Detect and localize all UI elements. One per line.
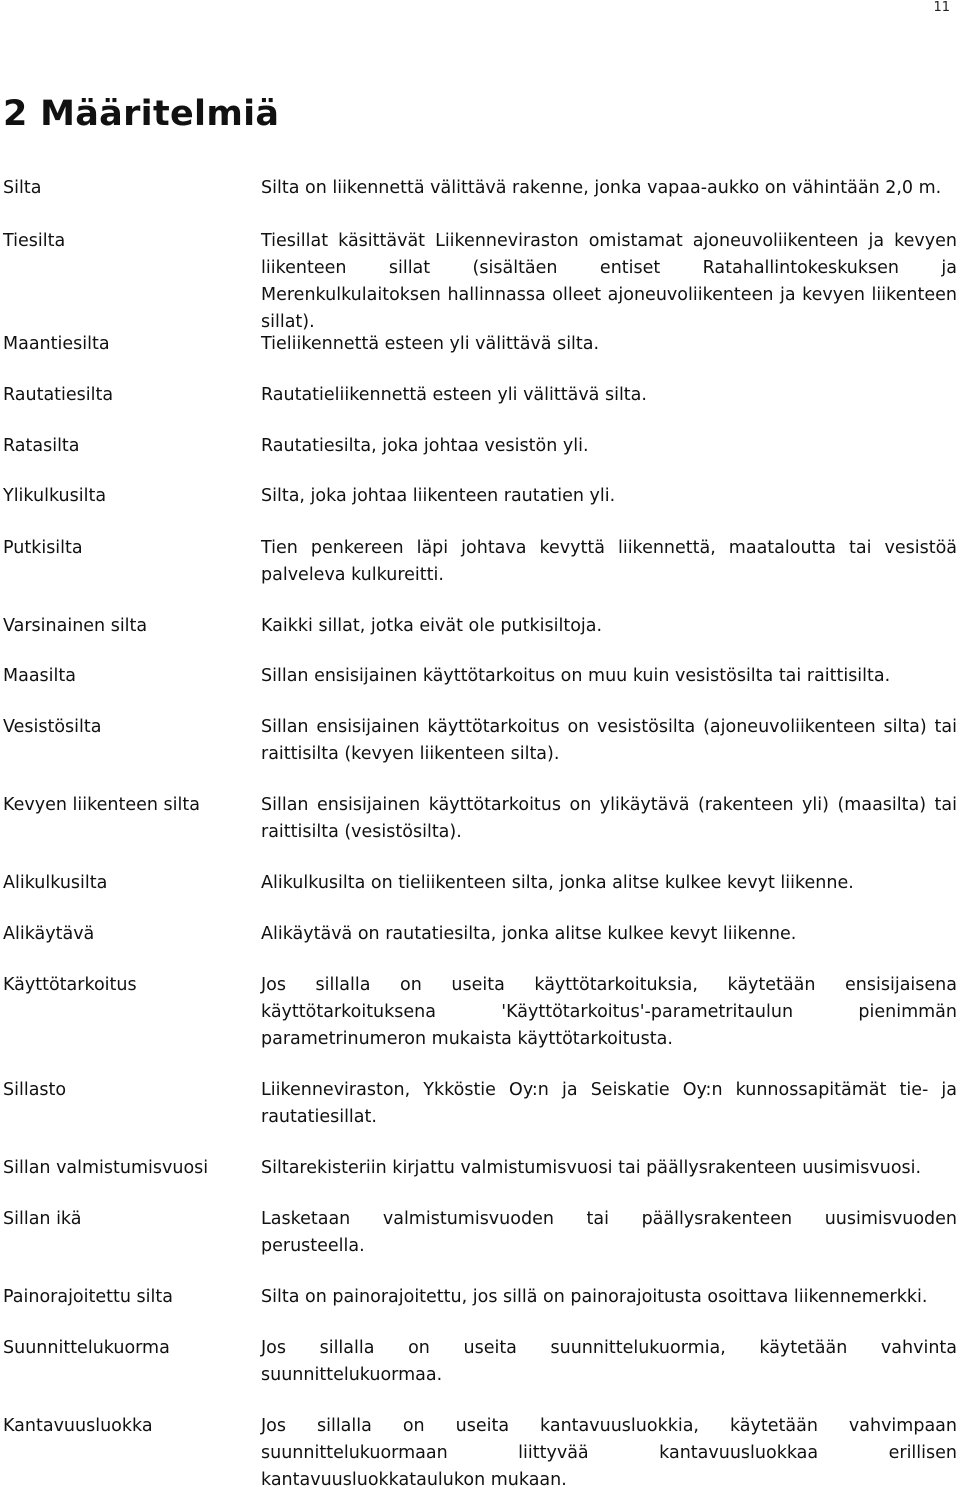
term-definition: Jos sillalla on useita käyttötarkoituksia, käytetään ensisijaisena käyttötarkoituksena 'Käyttötarkoitus'-parametritaulun pienimmän parametrinumeron mukaista käyttötarkoitusta. [261,975,957,1049]
term-label: Varsinainen silta [3,616,148,636]
term-definition: Silta on painorajoitettu, jos sillä on painorajoitusta osoittava liikennemerkki. [261,1287,928,1307]
term-label: Ratasilta [3,436,80,456]
term-label: Ylikulkusilta [3,486,107,506]
term-definition: Silta, joka johtaa liikenteen rautatien yli. [261,486,616,506]
term-definition: Rautatiesilta, joka johtaa vesistön yli. [261,436,589,456]
term-definition: Alikäytävä on rautatiesilta, jonka alitse kulkee kevyt liikenne. [261,924,797,944]
term-label: Painorajoitettu silta [3,1287,173,1307]
term-definition: Sillan ensisijainen käyttötarkoitus on muu kuin vesistösilta tai raittisilta. [261,666,891,686]
term-label: Käyttötarkoitus [3,975,137,995]
term-label: Alikulkusilta [3,873,108,893]
term-label: Sillan valmistumisvuosi [3,1158,209,1178]
term-label: Silta [3,178,42,198]
term-definition: Tiesillat käsittävät Liikenneviraston omistamat ajoneuvoliikenteen ja kevyen liikenteen sillat (sisältäen entiset Ratahallintokeskuksen ja Merenkulkulaitoksen hallinnassa olleet ajoneuvoliikenteen ja kevyen liikenteen sillat). [261,231,957,332]
term-definition: Liikenneviraston, Ykköstie Oy:n ja Seiskatie Oy:n kunnossapitämät tie- ja rautatiesillat. [261,1080,957,1127]
term-label: Tiesilta [3,231,66,251]
term-definition: Jos sillalla on useita suunnittelukuormia, käytetään vahvinta suunnittelukuormaa. [261,1338,957,1385]
term-definition: Silta on liikennettä välittävä rakenne, jonka vapaa-aukko on vähintään 2,0 m. [261,178,942,198]
term-definition: Sillan ensisijainen käyttötarkoitus on ylikäytävä (rakenteen yli) (maasilta) tai raittisilta (vesistösilta). [261,795,957,842]
term-definition: Lasketaan valmistumisvuoden tai päällysrakenteen uusimisvuoden perusteella. [261,1209,957,1256]
term-definition: Jos sillalla on useita kantavuusluokkia, käytetään vahvimpaan suunnittelukuormaan liittyvää kantavuusluokkaa erillisen kantavuusluokkataulukon mukaan. [261,1416,957,1490]
term-label: Sillan ikä [3,1209,82,1229]
page-number: 11 [933,0,950,15]
term-label: Maantiesilta [3,334,110,354]
term-label: Kevyen liikenteen silta [3,795,200,815]
term-label: Suunnittelukuorma [3,1338,170,1358]
term-label: Rautatiesilta [3,385,114,405]
term-definition: Rautatieliikennettä esteen yli välittävä silta. [261,385,647,405]
term-label: Putkisilta [3,538,83,558]
term-definition: Sillan ensisijainen käyttötarkoitus on vesistösilta (ajoneuvoliikenteen silta) tai raittisilta (kevyen liikenteen silta). [261,717,957,764]
term-label: Vesistösilta [3,717,102,737]
term-label: Kantavuusluokka [3,1416,153,1436]
term-definition: Kaikki sillat, jotka eivät ole putkisiltoja. [261,616,603,636]
section-heading: 2 Määritelmiä [3,94,280,134]
term-definition: Siltarekisteriin kirjattu valmistumisvuosi tai päällysrakenteen uusimisvuosi. [261,1158,922,1178]
term-definition: Tieliikennettä esteen yli välittävä silta. [261,334,600,354]
term-definition: Alikulkusilta on tieliikenteen silta, jonka alitse kulkee kevyt liikenne. [261,873,854,893]
term-definition: Tien penkereen läpi johtava kevyttä liikennettä, maataloutta tai vesistöä palveleva kulkureitti. [261,538,957,585]
term-label: Maasilta [3,666,76,686]
term-label: Sillasto [3,1080,67,1100]
term-label: Alikäytävä [3,924,95,944]
